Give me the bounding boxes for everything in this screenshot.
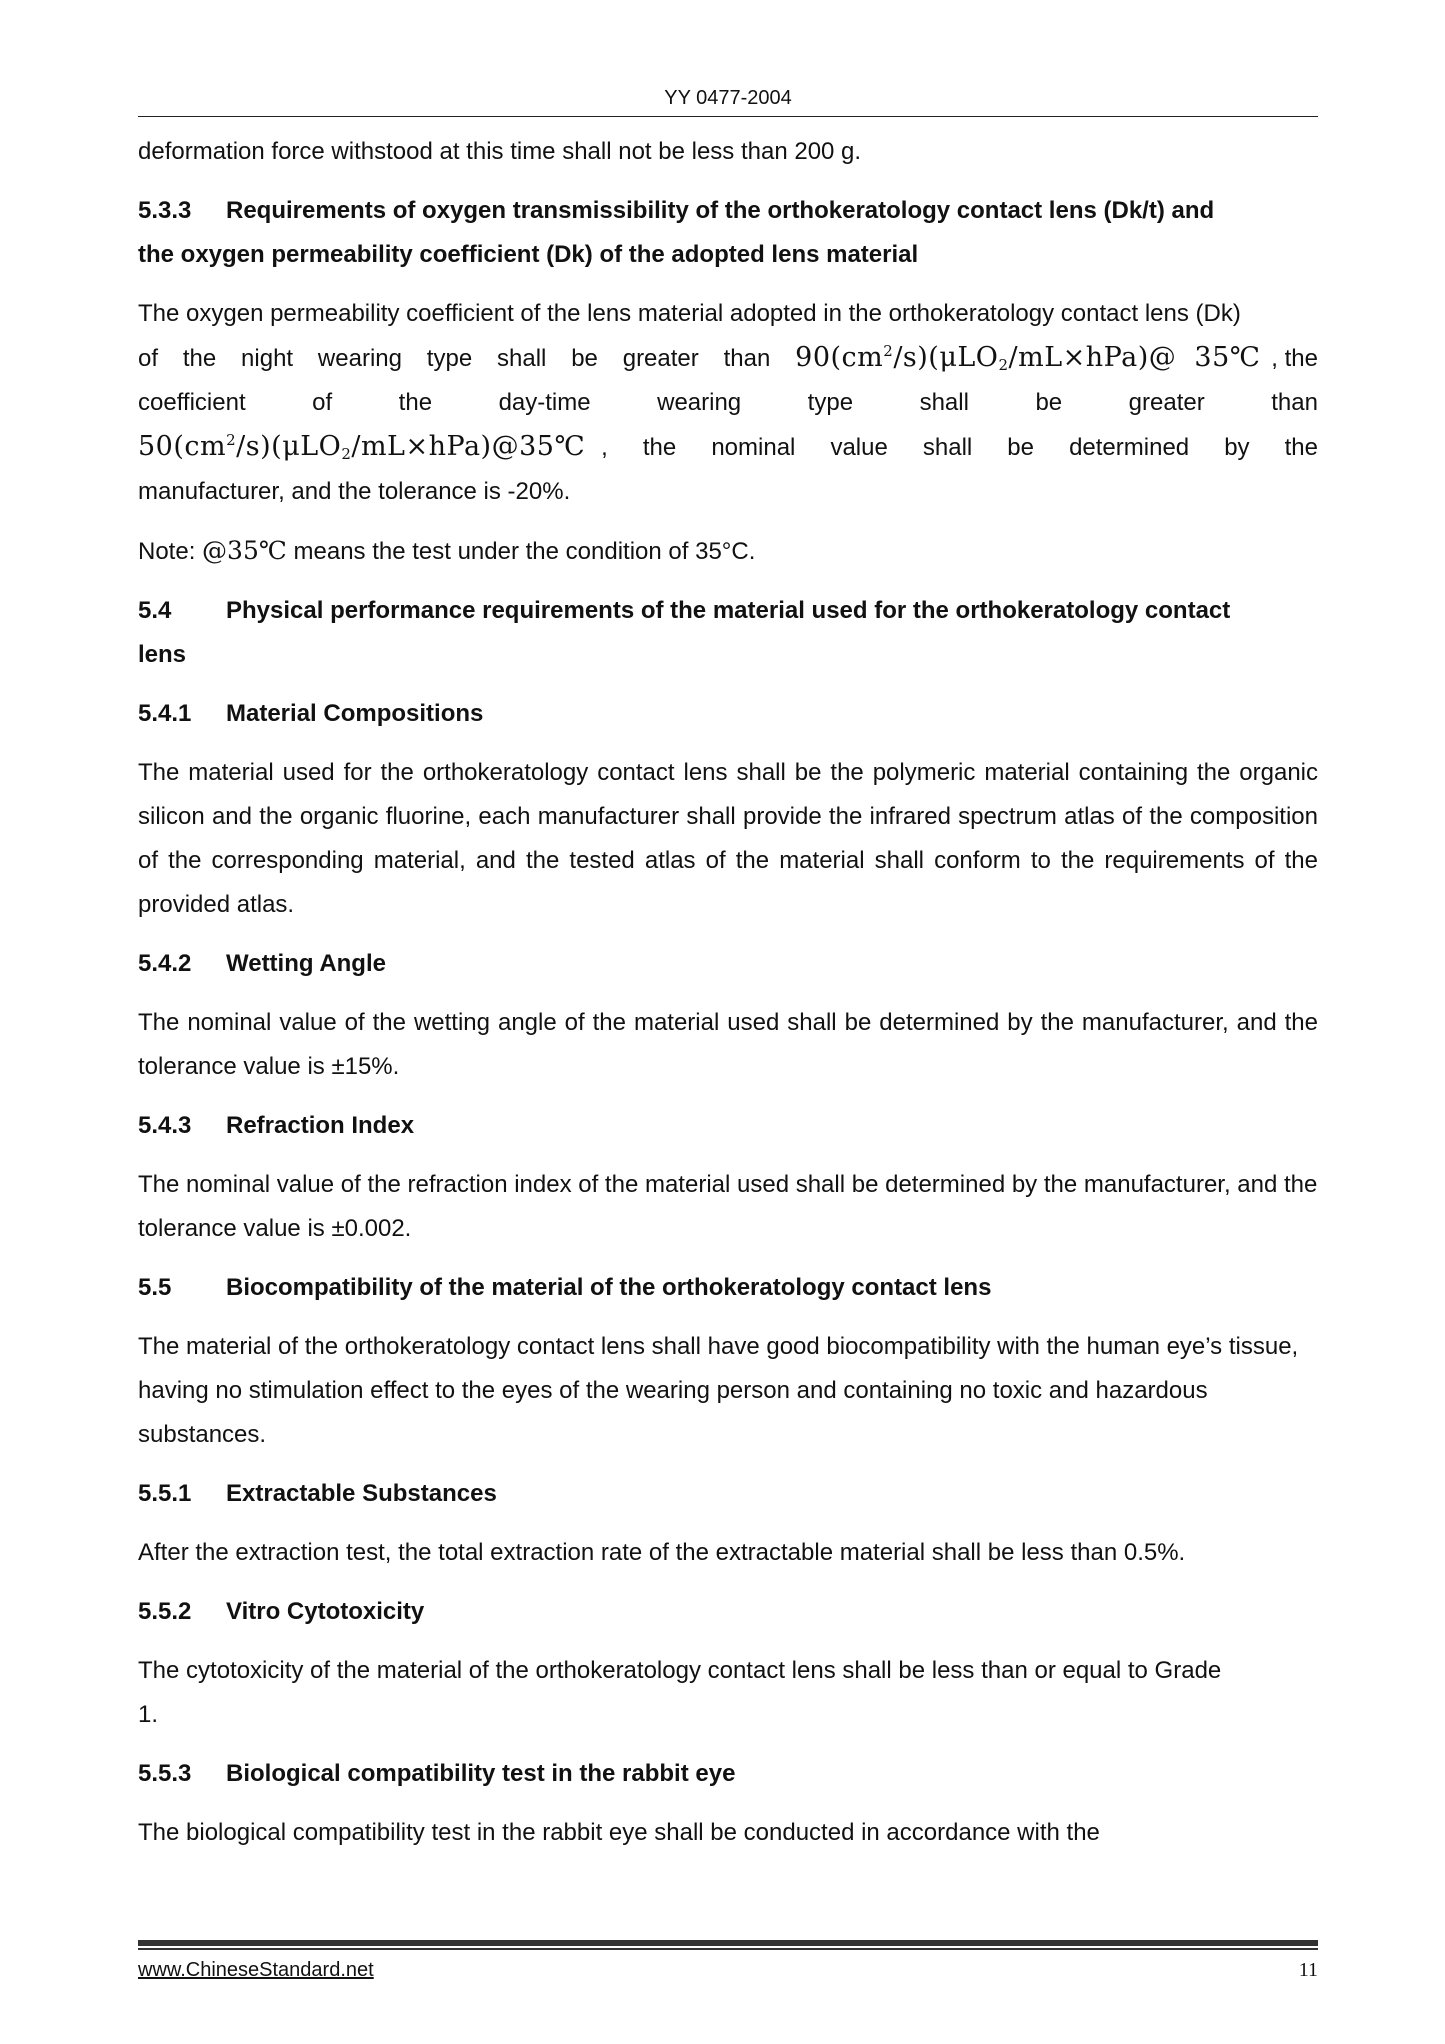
section-5-4-3-heading (138, 1104, 1318, 1148)
word: nominal (711, 434, 796, 461)
formula-unit: (cm (173, 431, 227, 462)
section-5-5-1-paragraph: After the extraction test, the total extraction rate of the extractable material shall be less than 0.5%. (138, 1539, 1186, 1566)
paragraph-line-justified (138, 381, 1318, 425)
word: type (807, 389, 854, 416)
section-5-4-heading (138, 589, 1318, 677)
section-number: 5.4 (138, 597, 172, 624)
word: determined (1069, 434, 1190, 461)
word: the (182, 345, 217, 372)
formula-unit: /s)(μLO (236, 431, 342, 462)
section-title-line: the oxygen permeability coefficient (Dk) of the adopted lens material (138, 241, 919, 268)
word: than (723, 345, 771, 372)
footer-divider-thick (138, 1940, 1318, 1946)
day-permeability-formula (138, 425, 585, 469)
paragraph-line: 1. (138, 1701, 159, 1728)
paragraph-line-night-formula (138, 336, 1318, 381)
section-5-3-3-paragraph (138, 292, 1318, 514)
section-number: 5.4.2 (138, 950, 192, 977)
section-5-5-paragraph: The material of the orthokeratology contact lens shall have good biocompatibility with the human eye’s tissue, having no stimulation effect to the eyes of the wearing person and containing no toxic and hazardous substances. (138, 1333, 1299, 1448)
section-number: 5.5 (138, 1274, 172, 1301)
section-title-line: lens (138, 641, 187, 668)
word: greater (622, 345, 699, 372)
section-number: 5.4.1 (138, 700, 192, 727)
paragraph-line: The cytotoxicity of the material of the orthokeratology contact lens shall be less than or equal to Grade (138, 1657, 1222, 1684)
word: be (1007, 434, 1034, 461)
word: be (571, 345, 598, 372)
word: wearing (317, 345, 402, 372)
section-title: Extractable Substances (226, 1480, 497, 1507)
section-number: 5.3.3 (138, 197, 192, 224)
section-5-5-3-heading (138, 1752, 1318, 1796)
document-id-header: YY 0477-2004 (664, 87, 792, 109)
formula-exponent: 2 (226, 431, 237, 449)
section-title-line: Requirements of oxygen transmissibility of the orthokeratology contact lens (Dk/t) and (226, 197, 1215, 224)
formula-unit: /s)(μLO (893, 342, 999, 373)
formula-unit: /mL×hPa)@35℃ (351, 431, 586, 462)
section-5-4-2-paragraph: The nominal value of the wetting angle of the material used shall be determined by the manufacturer, and the tolerance value is ±15%. (138, 1009, 1318, 1080)
word: of (312, 389, 333, 416)
section-5-3-3-heading (138, 189, 1318, 277)
formula-unit: (cm (830, 342, 884, 373)
website-link[interactable]: www.ChineseStandard.net (138, 1959, 374, 1981)
section-5-5-2-paragraph (138, 1649, 1318, 1737)
justified-tail (601, 426, 1318, 470)
word: of (138, 345, 159, 372)
section-5-5-1-heading (138, 1472, 1318, 1516)
formula-value: 50 (138, 431, 174, 462)
formula-unit: /mL×hPa)@ (1008, 342, 1177, 373)
word: value (830, 434, 888, 461)
word: the (642, 434, 677, 461)
note-temperature-symbol: @35℃ (202, 536, 287, 565)
section-number: 5.5.3 (138, 1760, 192, 1787)
section-title: Vitro Cytotoxicity (226, 1598, 425, 1625)
word: the (398, 389, 433, 416)
section-title: Material Compositions (226, 700, 484, 727)
word: be (1035, 389, 1063, 416)
section-title: Biocompatibility of the material of the orthokeratology contact lens (226, 1274, 992, 1301)
word: , the (1271, 345, 1318, 372)
section-5-4-3-paragraph: The nominal value of the refraction index of the material used shall be determined by the manufacturer, and the tolerance value is ±0.002. (138, 1171, 1318, 1242)
section-5-4-1-paragraph: The material used for the orthokeratology contact lens shall be the polymeric material containing the organic silicon and the organic fluorine, each manufacturer shall provide the infrared spectrum atlas of the composition of the corresponding material, and the tested atlas of the material shall conform to the requirements of the provided atlas. (138, 759, 1318, 918)
formula-value: 90 (795, 342, 831, 373)
formula-subscript: 2 (998, 356, 1009, 374)
word: greater (1128, 389, 1205, 416)
footer-divider-thin (138, 1948, 1318, 1950)
section-5-4-2-heading (138, 942, 1318, 986)
intro-paragraph: deformation force withstood at this time shall not be less than 200 g. (138, 138, 862, 165)
word: wearing (657, 389, 742, 416)
word: day-time (498, 389, 591, 416)
word: type (426, 345, 473, 372)
note-paragraph (138, 529, 1318, 574)
formula-exponent: 2 (883, 342, 894, 360)
paragraph-line-day-formula (138, 425, 1318, 470)
section-title: Wetting Angle (226, 950, 386, 977)
word: shall (497, 345, 547, 372)
section-title: Refraction Index (226, 1112, 415, 1139)
section-title: Biological compatibility test in the rabbit eye (226, 1760, 736, 1787)
formula-temperature: 35℃ (1194, 342, 1261, 373)
paragraph-line: The oxygen permeability coefficient of the lens material adopted in the orthokeratology contact lens (Dk) (138, 300, 1241, 327)
document-body (138, 130, 1318, 1870)
word: than (1271, 389, 1318, 416)
paragraph-line: manufacturer, and the tolerance is -20%. (138, 478, 571, 505)
section-number: 5.5.1 (138, 1480, 192, 1507)
note-text: means the test under the condition of 35°C. (293, 538, 756, 565)
word: shall (922, 434, 973, 461)
word: shall (919, 389, 969, 416)
section-number: 5.4.3 (138, 1112, 192, 1139)
word: the (1284, 434, 1318, 461)
night-permeability-formula (795, 336, 1260, 380)
word: , (601, 434, 608, 461)
section-number: 5.5.2 (138, 1598, 192, 1625)
section-title-line: Physical performance requirements of the material used for the orthokeratology contact (226, 597, 1231, 624)
section-5-5-2-heading (138, 1590, 1318, 1634)
page-number: 11 (1298, 1959, 1318, 1981)
note-label: Note: (138, 538, 196, 565)
formula-subscript: 2 (341, 445, 352, 463)
section-5-5-heading (138, 1266, 1318, 1310)
word: night (241, 345, 294, 372)
word: by (1224, 434, 1250, 461)
header-divider (138, 116, 1318, 117)
word: coefficient (138, 389, 246, 416)
section-5-5-3-paragraph: The biological compatibility test in the rabbit eye shall be conducted in accordance with the (138, 1819, 1100, 1846)
section-5-4-1-heading (138, 692, 1318, 736)
